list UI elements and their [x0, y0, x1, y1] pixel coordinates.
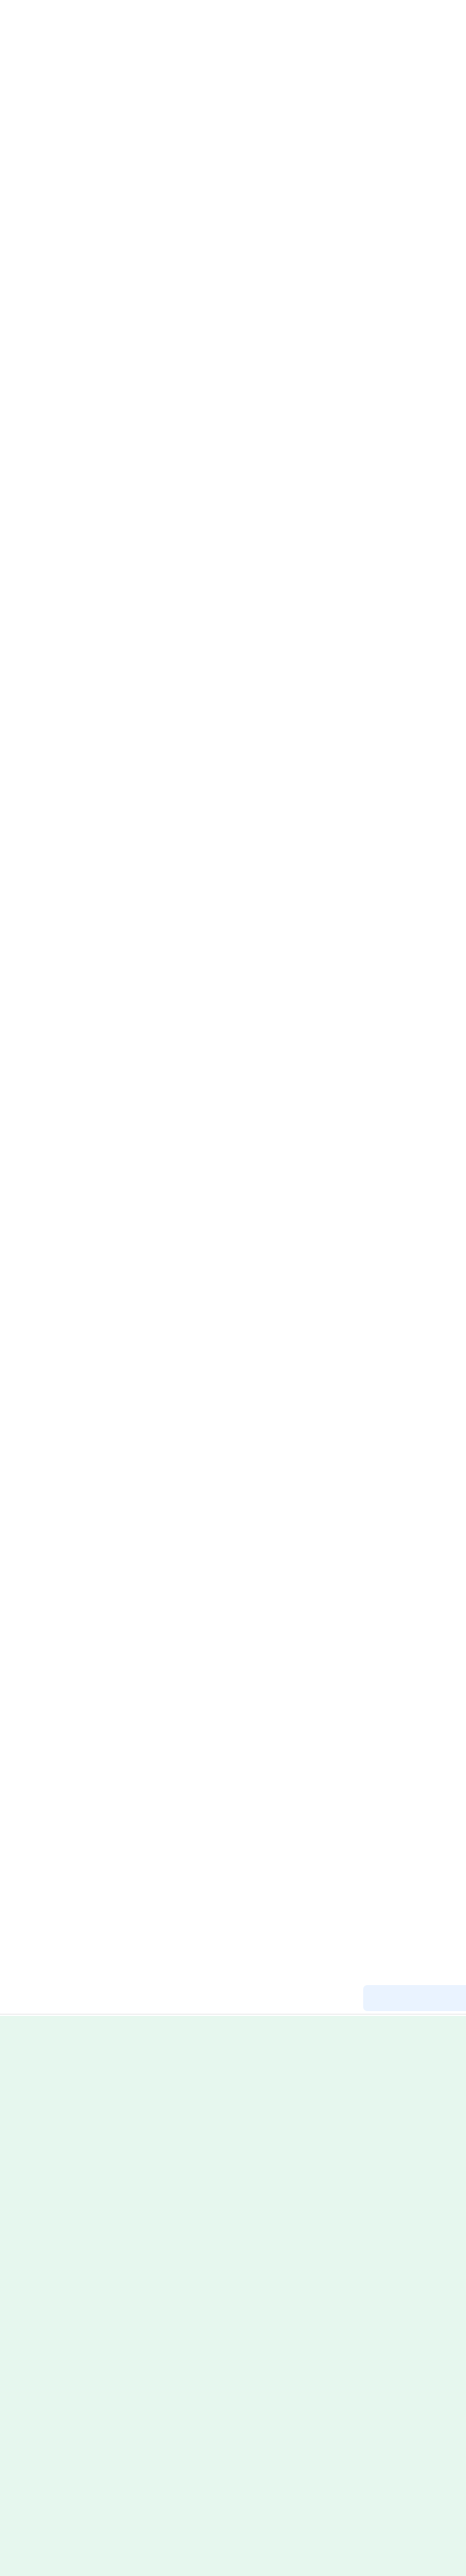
- all-exercises-button[interactable]: [363, 1985, 466, 2011]
- exercise-header: [0, 1982, 466, 2015]
- green-answer-block: [0, 2016, 466, 2020]
- site-link[interactable]: [0, 0, 466, 15]
- green-panel: [0, 2016, 466, 2576]
